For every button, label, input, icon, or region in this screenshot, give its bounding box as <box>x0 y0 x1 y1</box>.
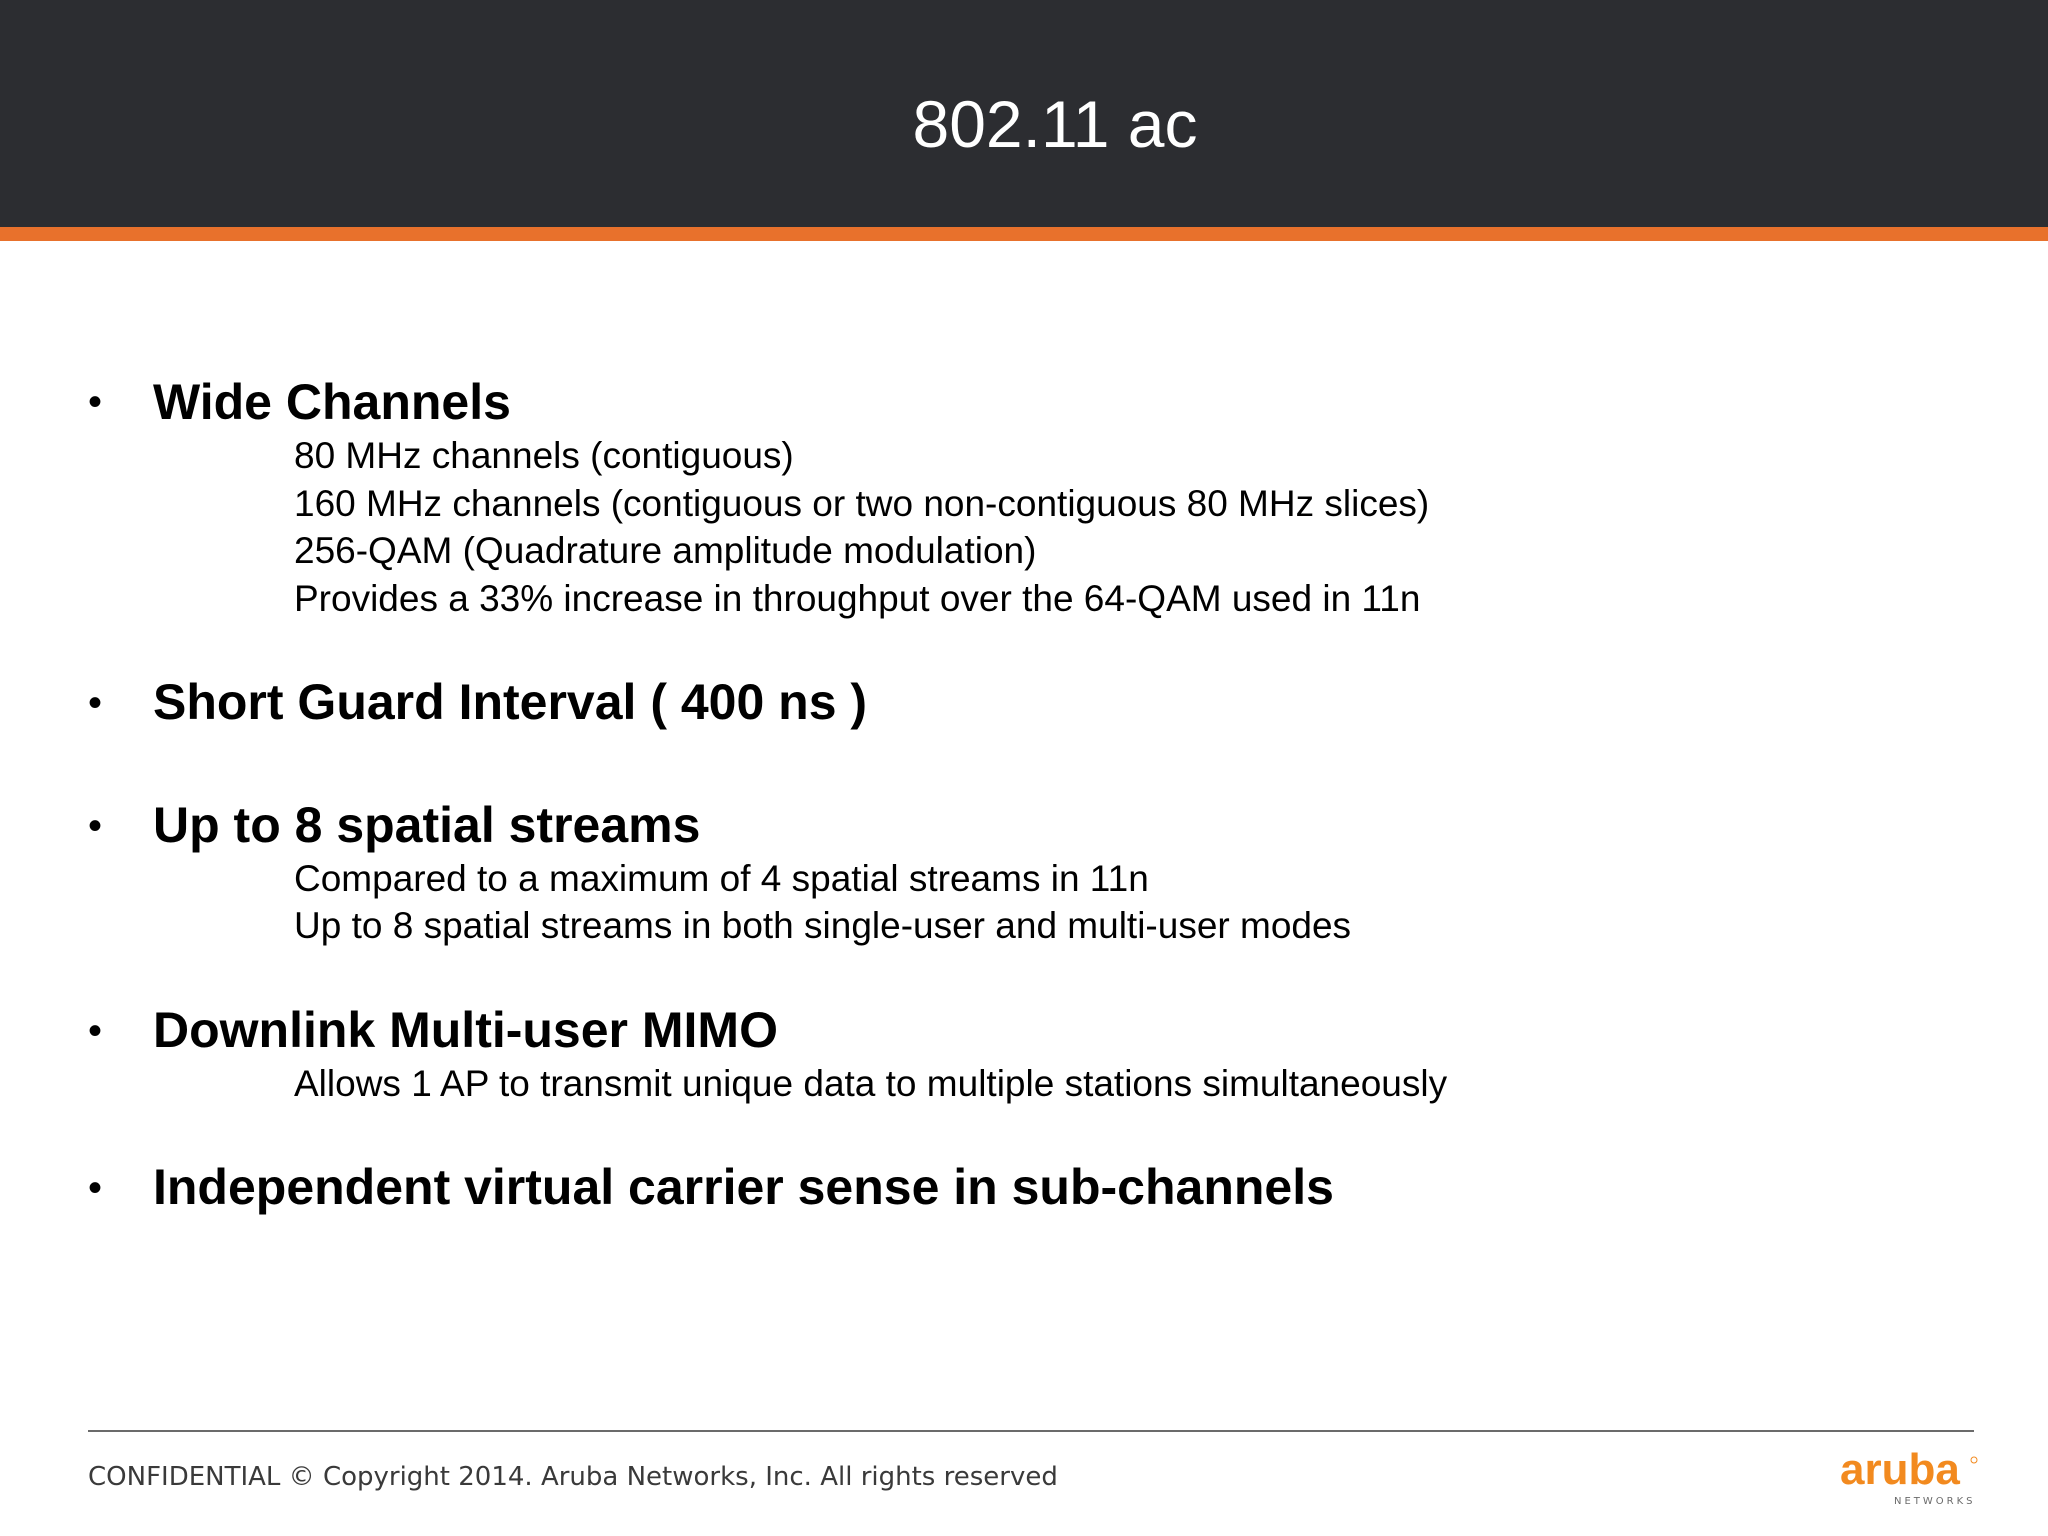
logo-subtitle: NETWORKS <box>1894 1496 1976 1507</box>
bullet-icon: • <box>88 1009 103 1053</box>
bullet-icon: • <box>88 804 103 848</box>
section-item: 160 MHz channels (contiguous or two non-contiguous 80 MHz slices) <box>294 483 1430 524</box>
section-heading-mu-mimo: Downlink Multi-user MIMO <box>153 1002 778 1058</box>
section-item: Allows 1 AP to transmit unique data to multiple stations simultaneously <box>294 1063 1448 1104</box>
bullet-icon: • <box>88 1166 103 1210</box>
section-heading-virtual-carrier-sense: Independent virtual carrier sense in sub-channels <box>153 1159 1334 1215</box>
section-heading-spatial-streams: Up to 8 spatial streams <box>153 797 701 853</box>
bullet-icon: • <box>88 380 103 424</box>
section-item: 256-QAM (Quadrature amplitude modulation) <box>294 530 1037 571</box>
section-heading-wide-channels: Wide Channels <box>153 374 511 430</box>
footer-divider <box>88 1430 1974 1432</box>
aruba-logo <box>1840 1448 1980 1508</box>
section-item: Provides a 33% increase in throughput over the 64-QAM used in 11n <box>294 578 1421 619</box>
accent-divider <box>0 227 2048 241</box>
bullet-icon: • <box>88 681 103 725</box>
section-item: Up to 8 spatial streams in both single-user and multi-user modes <box>294 905 1352 946</box>
section-heading-short-guard-interval: Short Guard Interval ( 400 ns ) <box>153 674 868 730</box>
registered-mark <box>1971 1457 1977 1463</box>
logo-wordmark: aruba <box>1840 1448 1960 1494</box>
slide-title: 802.11 ac <box>912 87 1198 161</box>
section-item: 80 MHz channels (contiguous) <box>294 435 794 476</box>
title-bar <box>0 0 2048 227</box>
section-item: Compared to a maximum of 4 spatial streams in 11n <box>294 858 1149 899</box>
footer-copyright: CONFIDENTIAL © Copyright 2014. Aruba Networks, Inc. All rights reserved <box>88 1462 1058 1492</box>
